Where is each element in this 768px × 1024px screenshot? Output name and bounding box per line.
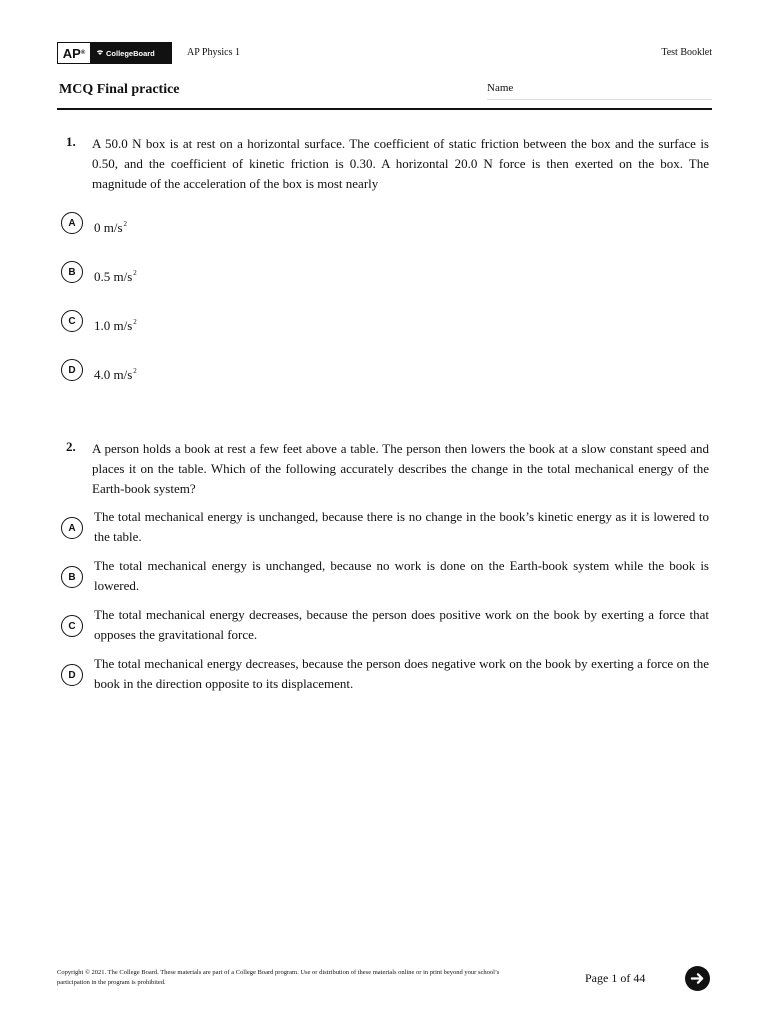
page-header: [57, 42, 712, 64]
question-number: 1.: [66, 134, 76, 149]
choice-value: 0.5 m/s: [94, 269, 133, 284]
choice-bubble[interactable]: D: [61, 664, 83, 686]
choice-bubble[interactable]: C: [61, 310, 83, 332]
choice-value: 0 m/s: [94, 220, 123, 235]
choice-bubble[interactable]: A: [61, 517, 83, 539]
question-stem: A 50.0 N box is at rest on a horizontal surface. The coefficient of static friction between the box and the surface is 0.50, and the coefficient of kinetic friction is 0.30. A horizontal 20.0 N force is then exerted on the box. The magnitude of the acceleration of the box is most nearly: [92, 136, 709, 191]
name-label: Name: [487, 82, 514, 94]
choice-text: [94, 361, 709, 385]
choice-bubble[interactable]: B: [61, 566, 83, 588]
unit-exponent: 2: [133, 367, 137, 375]
acorn-icon: [96, 49, 104, 57]
unit-exponent: 2: [133, 318, 137, 326]
choice-bubble[interactable]: A: [61, 212, 83, 234]
choice-text: The total mechanical energy is unchanged, because there is no change in the book’s kinetic energy as it is lowered to the table.: [94, 509, 709, 544]
choice-bubble[interactable]: B: [61, 261, 83, 283]
title-row: [57, 80, 712, 110]
arrow-right-icon: [690, 971, 705, 986]
booklet-label: Test Booklet: [661, 47, 712, 58]
name-field-line[interactable]: [487, 99, 712, 100]
choice-text: The total mechanical energy decreases, because the person does negative work on the book by exerting a force on the book in the direction opposite to its displacement.: [94, 656, 709, 691]
page-number: Page 1 of 44: [585, 971, 646, 985]
collegeboard-logo-text: CollegeBoard: [106, 48, 155, 58]
choice-bubble[interactable]: D: [61, 359, 83, 381]
unit-exponent: 2: [123, 220, 128, 228]
choice-value: 4.0 m/s: [94, 367, 133, 382]
ap-logo-text: AP: [62, 45, 81, 61]
choice-bubble[interactable]: C: [61, 615, 83, 637]
page-title: MCQ Final practice: [59, 82, 180, 97]
choice-text: [94, 312, 709, 336]
question-stem: A person holds a book at rest a few feet above a table. The person then lowers the book at a slow constant speed and places it on the table. Which of the following accurately describes the change in the total mechanical energy of the Earth-book system?: [92, 441, 709, 496]
next-page-button[interactable]: [685, 966, 710, 991]
ap-collegeboard-logo: [57, 42, 172, 64]
choice-text: [94, 214, 709, 238]
collegeboard-logo: [90, 43, 171, 63]
choice-text: [94, 263, 709, 287]
course-name: AP Physics 1: [187, 47, 240, 58]
ap-logo: AP ®: [58, 43, 90, 63]
choice-value: 1.0 m/s: [94, 318, 133, 333]
choice-text: The total mechanical energy is unchanged, because no work is done on the Earth-book system while the book is lowered.: [94, 558, 709, 593]
question-number: 2.: [66, 439, 76, 454]
copyright-notice: Copyright © 2021. The College Board. These materials are part of a College Board program. Use or distribution of these materials online or in print beyond your school’s participation in the program is prohibited.: [57, 969, 500, 986]
unit-exponent: 2: [133, 269, 137, 277]
choice-text: The total mechanical energy decreases, because the person does positive work on the book by exerting a force that opposes the gravitational force.: [94, 607, 709, 642]
